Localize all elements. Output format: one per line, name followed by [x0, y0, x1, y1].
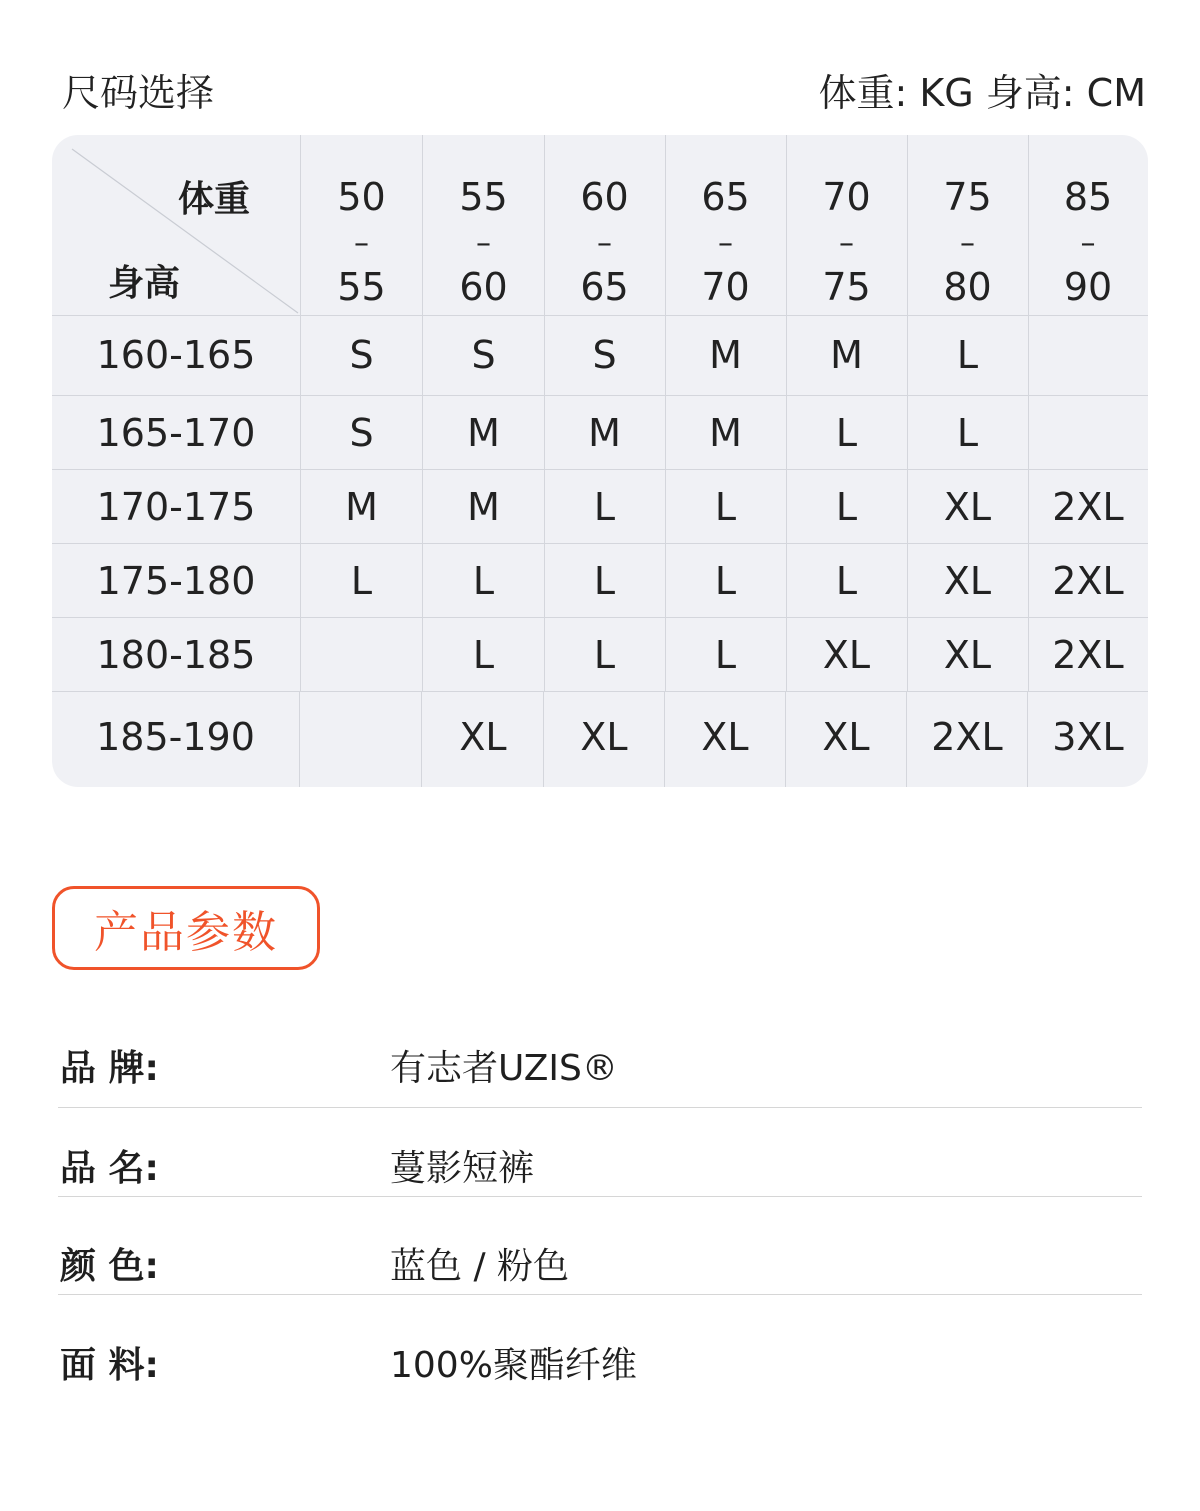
- size-cell: 3XL: [1052, 714, 1124, 759]
- size-cell: L: [786, 470, 908, 543]
- height-range: 160-165: [52, 315, 301, 395]
- size-cell: M: [544, 396, 666, 469]
- table-row: [52, 470, 1148, 544]
- height-range: 175-180: [52, 544, 301, 617]
- size-cell: S: [301, 396, 423, 469]
- size-cell: 2XL: [1052, 632, 1124, 677]
- weight-low: 85: [1063, 175, 1113, 219]
- table-row: [52, 315, 1148, 396]
- size-selection-title: 尺码选择: [62, 71, 215, 115]
- size-cell: L: [544, 470, 666, 543]
- divider: [58, 1294, 1142, 1295]
- weight-high: 70: [701, 265, 750, 309]
- size-cell: L: [301, 544, 423, 617]
- size-cell: M: [665, 396, 787, 469]
- size-cell: M: [301, 470, 423, 543]
- corner-weight-label: 体重: [178, 179, 251, 220]
- size-cell: XL: [907, 470, 1029, 543]
- param-value: 100%聚酯纤维: [390, 1345, 637, 1386]
- weight-range-header: [301, 135, 423, 315]
- size-cell: L: [544, 618, 666, 691]
- size-cell: L: [665, 470, 787, 543]
- param-label: 面 料:: [60, 1345, 159, 1386]
- weight-separator: –: [597, 226, 612, 261]
- size-cell: [1028, 315, 1148, 395]
- weight-separator: –: [718, 226, 733, 261]
- size-cell: M: [786, 315, 908, 395]
- weight-high: 65: [580, 265, 629, 309]
- height-range: 185-190: [52, 692, 300, 787]
- size-cell: XL: [786, 692, 907, 787]
- param-label: 颜 色:: [60, 1246, 159, 1287]
- size-cell: [1028, 396, 1148, 469]
- weight-range-header: [544, 135, 666, 315]
- size-cell: L: [786, 544, 908, 617]
- size-chart-table: [52, 135, 1148, 787]
- weight-range-header: [1028, 135, 1148, 315]
- table-row: [52, 692, 1148, 787]
- weight-separator: –: [354, 226, 369, 261]
- size-cell: M: [423, 396, 545, 469]
- weight-separator: –: [960, 226, 975, 261]
- size-cell: XL: [907, 544, 1029, 617]
- param-label: 品 牌:: [60, 1048, 159, 1089]
- weight-high: 75: [822, 265, 871, 309]
- weight-low: 65: [701, 175, 750, 219]
- size-cell: L: [423, 618, 545, 691]
- divider: [58, 1196, 1142, 1197]
- divider: [58, 1107, 1142, 1108]
- size-cell: XL: [544, 692, 665, 787]
- size-cell: S: [423, 315, 545, 395]
- size-cell: XL: [665, 692, 786, 787]
- size-cell: XL: [423, 692, 544, 787]
- weight-low: 60: [580, 175, 629, 219]
- height-range: 180-185: [52, 618, 301, 691]
- size-cell: 2XL: [907, 692, 1028, 787]
- size-cell: 2XL: [1052, 558, 1124, 603]
- param-value: 有志者UZIS®: [390, 1048, 618, 1089]
- table-row: [52, 618, 1148, 692]
- weight-low: 50: [337, 175, 386, 219]
- table-corner-cell: [52, 135, 301, 315]
- weight-separator: –: [1080, 226, 1096, 261]
- size-cell: L: [665, 544, 787, 617]
- size-cell: M: [665, 315, 787, 395]
- weight-high: 80: [943, 265, 992, 309]
- param-value: 蔓影短裤: [390, 1148, 535, 1189]
- size-cell: M: [423, 470, 545, 543]
- corner-height-label: 身高: [108, 263, 181, 304]
- size-cell: XL: [786, 618, 908, 691]
- weight-high: 55: [337, 265, 386, 309]
- size-cell: [301, 692, 422, 787]
- size-cell: L: [907, 315, 1029, 395]
- weight-range-header: [786, 135, 908, 315]
- size-cell: L: [907, 396, 1029, 469]
- size-cell: L: [665, 618, 787, 691]
- height-range: 165-170: [52, 396, 301, 469]
- weight-range-header: [907, 135, 1029, 315]
- size-cell: [301, 618, 423, 691]
- weight-range-header: [665, 135, 787, 315]
- weight-low: 70: [822, 175, 871, 219]
- weight-high: 90: [1063, 265, 1113, 309]
- height-range: 170-175: [52, 470, 301, 543]
- weight-low: 75: [943, 175, 992, 219]
- size-cell: L: [786, 396, 908, 469]
- size-cell: XL: [907, 618, 1029, 691]
- size-cell: 2XL: [1052, 484, 1124, 529]
- weight-separator: –: [839, 226, 854, 261]
- table-row: [52, 396, 1148, 470]
- size-cell: S: [544, 315, 666, 395]
- param-label: 品 名:: [60, 1148, 159, 1189]
- size-cell: L: [544, 544, 666, 617]
- product-params-badge: 产品参数: [52, 886, 320, 970]
- param-value: 蓝色 / 粉色: [390, 1246, 570, 1287]
- weight-low: 55: [459, 175, 508, 219]
- weight-separator: –: [476, 226, 491, 261]
- size-cell: S: [301, 315, 423, 395]
- weight-range-header: [423, 135, 545, 315]
- size-cell: L: [423, 544, 545, 617]
- weight-high: 60: [459, 265, 508, 309]
- units-note: 体重: KG 身高: CM: [818, 71, 1146, 115]
- table-row: [52, 544, 1148, 618]
- weight-header-row: [52, 135, 1148, 316]
